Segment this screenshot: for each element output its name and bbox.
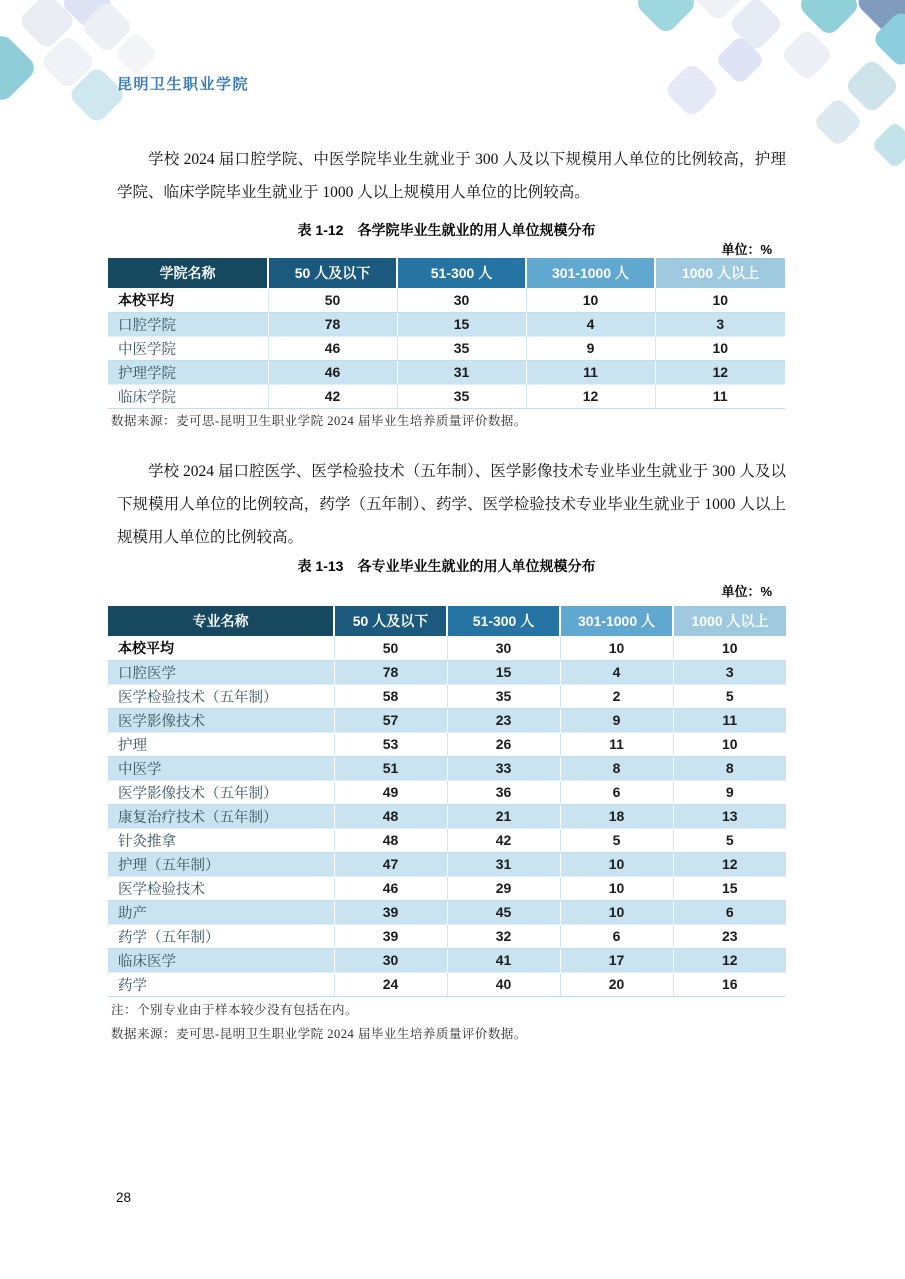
table-1-13-data-source: 数据来源：麦可思-昆明卫生职业学院 2024 届毕业生培养质量评价数据。 xyxy=(111,1027,527,1041)
decorative-diamond xyxy=(780,28,834,82)
table-row: 康复治疗技术（五年制） 48 21 18 13 xyxy=(108,804,786,828)
paragraph-majors-summary: 学校 2024 届口腔医学、医学检验技术（五年制）、医学影像技术专业毕业生就业于 300 人及以下规模用人单位的比例较高，药学（五年制）、药学、医学检验技术专业毕业生就业于 1000 人以上规模用人单位的比例较高。 xyxy=(117,463,786,546)
column-header: 50 人及以下 xyxy=(334,606,447,636)
table-header-row xyxy=(108,606,786,636)
table-1-13-caption-number: 表 1-13 xyxy=(297,558,344,574)
table-1-13-footnote: 注：个别专业由于样本较少没有包括在内。 xyxy=(111,1003,359,1017)
decorative-diamond xyxy=(844,58,901,115)
table-row: 口腔医学 78 15 4 3 xyxy=(108,660,786,684)
table-row: 护理（五年制） 47 31 10 12 xyxy=(108,852,786,876)
column-header: 1000 人以上 xyxy=(655,258,785,288)
table-row: 中医学 51 33 8 8 xyxy=(108,756,786,780)
table-row: 口腔学院 78 15 4 3 xyxy=(108,312,785,336)
table-1-13-majors-employer-size xyxy=(108,606,786,997)
table-1-12-caption-title: 各学院毕业生就业的用人单位规模分布 xyxy=(357,222,596,238)
table-1-12-colleges-employer-size xyxy=(108,258,785,409)
decorative-diamond xyxy=(633,0,698,36)
decorative-diamond xyxy=(813,97,864,148)
column-header: 1000 人以上 xyxy=(673,606,786,636)
page-number: 28 xyxy=(116,1190,132,1205)
table-1-13-unit-label: 单位：% xyxy=(721,584,772,599)
column-header: 51-300 人 xyxy=(447,606,560,636)
school-name-logo: 昆明卫生职业学院 xyxy=(117,76,250,93)
table-row: 护理学院 46 31 11 12 xyxy=(108,360,785,384)
column-header: 301-1000 人 xyxy=(526,258,655,288)
table-1-12-caption xyxy=(108,220,785,240)
table-row: 医学影像技术（五年制） 49 36 6 9 xyxy=(108,780,786,804)
column-header: 301-1000 人 xyxy=(560,606,673,636)
table-1-12-data-source: 数据来源：麦可思-昆明卫生职业学院 2024 届毕业生培养质量评价数据。 xyxy=(111,414,527,428)
decorative-diamond xyxy=(0,31,39,105)
column-header: 50 人及以下 xyxy=(268,258,397,288)
table-row: 本校平均 50 30 10 10 xyxy=(108,636,786,660)
table-row: 针灸推拿 48 42 5 5 xyxy=(108,828,786,852)
table-row: 护理 53 26 11 10 xyxy=(108,732,786,756)
table-row: 本校平均 50 30 10 10 xyxy=(108,288,785,312)
decorative-diamond xyxy=(871,121,905,169)
table-header-row xyxy=(108,258,785,288)
table-1-12-caption-number: 表 1-12 xyxy=(297,222,344,238)
paragraph-colleges-summary: 学校 2024 届口腔学院、中医学院毕业生就业于 300 人及以下规模用人单位的比例较高，护理学院、临床学院毕业生就业于 1000 人以上规模用人单位的比例较高。 xyxy=(117,151,786,201)
table-row: 医学影像技术 57 23 9 11 xyxy=(108,708,786,732)
table-1-12-unit-label: 单位：% xyxy=(721,242,772,257)
column-header: 专业名称 xyxy=(108,606,334,636)
column-header: 51-300 人 xyxy=(397,258,526,288)
table-row: 临床医学 30 41 17 12 xyxy=(108,948,786,972)
column-header: 学院名称 xyxy=(108,258,268,288)
table-row: 医学检验技术 46 29 10 15 xyxy=(108,876,786,900)
table-row: 药学 24 40 20 16 xyxy=(108,972,786,996)
table-row: 医学检验技术（五年制） 58 35 2 5 xyxy=(108,684,786,708)
table-1-13-caption-title: 各专业毕业生就业的用人单位规模分布 xyxy=(357,558,596,574)
table-1-13-caption xyxy=(108,556,785,576)
decorative-diamond xyxy=(664,62,721,119)
table-row: 助产 39 45 10 6 xyxy=(108,900,786,924)
table-row: 药学（五年制） 39 32 6 23 xyxy=(108,924,786,948)
table-row: 临床学院 42 35 12 11 xyxy=(108,384,785,408)
table-row: 中医学院 46 35 9 10 xyxy=(108,336,785,360)
